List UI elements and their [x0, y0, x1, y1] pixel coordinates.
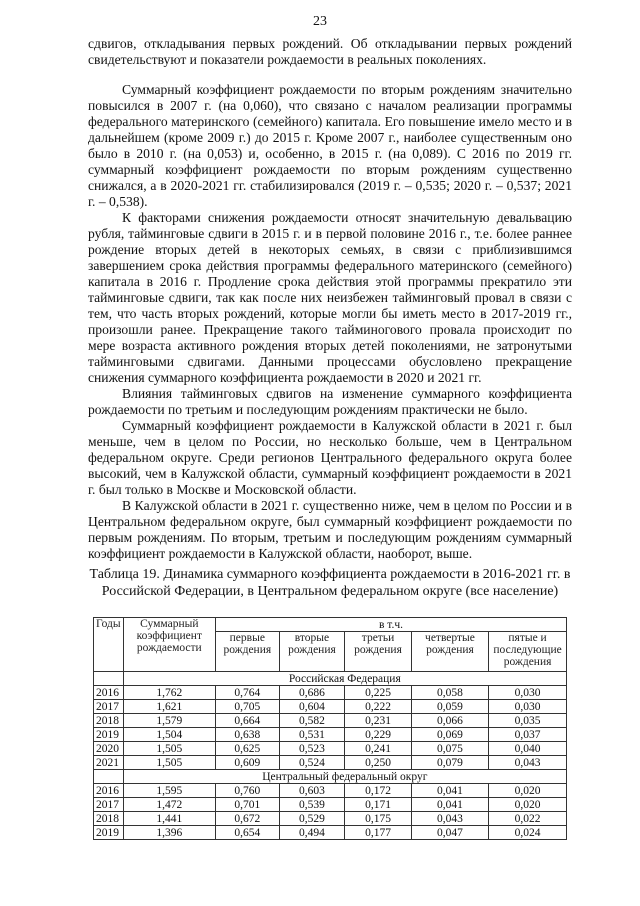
- paragraph: Суммарный коэффициент рождаемости по вторым рождениям значительно повысился в 2007 г. (на 0,060), что связано с началом реализации программы федерального материнского (семейного) капитала. Его повышение имело место и в дальнейшем (кроме 2009 г.) до 2015 г. Кроме 2007 г., наиболее существенным оно было в 2010 г. (на 0,053) и, особенно, в 2015 г. (на 0,089). С 2016 по 2019 гг. суммарный коэффициент рождаемости по вторым рождениям существенно снижался, а в 2020-2021 гг. стабилизировался (2019 г. – 0,535; 2020 г. – 0,537; 2021 г. – 0,538).: [88, 82, 572, 209]
- value-cell: 0,043: [489, 756, 567, 770]
- header-years: Годы: [94, 618, 124, 672]
- value-cell: 0,609: [215, 756, 279, 770]
- section-spacer: [94, 770, 124, 784]
- value-cell: 0,531: [279, 728, 345, 742]
- value-cell: 0,603: [279, 784, 345, 798]
- value-cell: 0,654: [215, 826, 279, 840]
- value-cell: 0,035: [489, 714, 567, 728]
- value-cell: 0,172: [345, 784, 412, 798]
- value-cell: 0,625: [215, 742, 279, 756]
- header-first: первые рождения: [215, 632, 279, 672]
- header-third: третьи рождения: [345, 632, 412, 672]
- table-row: [94, 826, 567, 840]
- value-cell: 0,760: [215, 784, 279, 798]
- fertility-table: [93, 617, 567, 840]
- paragraph: В Калужской области в 2021 г. существенно ниже, чем в целом по России и в Центральном федеральном округе, был суммарный коэффициент рождаемости по первым рождениям. По вторым, третьим и последующим рождениям суммарный коэффициент рождаемости в Калужской области, наоборот, выше.: [88, 498, 572, 561]
- table-row: [94, 714, 567, 728]
- value-cell: 0,079: [411, 756, 488, 770]
- value-cell: 0,529: [279, 812, 345, 826]
- value-cell: 0,037: [489, 728, 567, 742]
- table-row: [94, 700, 567, 714]
- paragraph: сдвигов, откладывания первых рождений. Об откладывании первых рождений свидетельствуют и показатели рождаемости в реальных поколениях.: [88, 36, 572, 67]
- value-cell: 1,762: [123, 686, 215, 700]
- value-cell: 1,396: [123, 826, 215, 840]
- value-cell: 1,505: [123, 756, 215, 770]
- value-cell: 0,059: [411, 700, 488, 714]
- paragraph: Влияния тайминговых сдвигов на изменение суммарного коэффициента рождаемости по третьим и последующим рождениям практически не было.: [88, 386, 572, 417]
- value-cell: 1,579: [123, 714, 215, 728]
- value-cell: 0,020: [489, 784, 567, 798]
- table-row: [94, 812, 567, 826]
- value-cell: 0,638: [215, 728, 279, 742]
- value-cell: 0,539: [279, 798, 345, 812]
- value-cell: 1,621: [123, 700, 215, 714]
- value-cell: 0,043: [411, 812, 488, 826]
- value-cell: 0,241: [345, 742, 412, 756]
- value-cell: 0,024: [489, 826, 567, 840]
- year-cell: 2021: [94, 756, 124, 770]
- header-second: вторые рождения: [279, 632, 345, 672]
- section-row: [94, 672, 567, 686]
- body-text: [88, 36, 572, 562]
- value-cell: 0,047: [411, 826, 488, 840]
- value-cell: 1,472: [123, 798, 215, 812]
- value-cell: 0,523: [279, 742, 345, 756]
- section-title: Центральный федеральный округ: [123, 770, 566, 784]
- value-cell: 0,022: [489, 812, 567, 826]
- value-cell: 0,229: [345, 728, 412, 742]
- value-cell: 0,705: [215, 700, 279, 714]
- year-cell: 2016: [94, 686, 124, 700]
- value-cell: 1,441: [123, 812, 215, 826]
- value-cell: 0,177: [345, 826, 412, 840]
- year-cell: 2019: [94, 826, 124, 840]
- value-cell: 0,764: [215, 686, 279, 700]
- year-cell: 2018: [94, 714, 124, 728]
- value-cell: 0,041: [411, 798, 488, 812]
- header-including: в т.ч.: [215, 618, 566, 632]
- year-cell: 2017: [94, 798, 124, 812]
- year-cell: 2018: [94, 812, 124, 826]
- table-row: [94, 798, 567, 812]
- value-cell: 0,041: [411, 784, 488, 798]
- table-row: [94, 756, 567, 770]
- value-cell: 0,524: [279, 756, 345, 770]
- table-row: [94, 686, 567, 700]
- table-row: [94, 728, 567, 742]
- section-row: [94, 770, 567, 784]
- value-cell: 0,040: [489, 742, 567, 756]
- value-cell: 0,058: [411, 686, 488, 700]
- year-cell: 2016: [94, 784, 124, 798]
- value-cell: 0,075: [411, 742, 488, 756]
- value-cell: 0,020: [489, 798, 567, 812]
- value-cell: 0,222: [345, 700, 412, 714]
- value-cell: 0,069: [411, 728, 488, 742]
- value-cell: 0,231: [345, 714, 412, 728]
- value-cell: 0,030: [489, 686, 567, 700]
- section-spacer: [94, 672, 124, 686]
- header-fifth: пятые и последующие рождения: [489, 632, 567, 672]
- value-cell: 0,030: [489, 700, 567, 714]
- value-cell: 0,604: [279, 700, 345, 714]
- value-cell: 0,494: [279, 826, 345, 840]
- value-cell: 0,171: [345, 798, 412, 812]
- header-total: Суммарный коэффициент рождаемости: [123, 618, 215, 672]
- value-cell: 1,504: [123, 728, 215, 742]
- value-cell: 0,066: [411, 714, 488, 728]
- table-caption: Таблица 19. Динамика суммарного коэффициента рождаемости в 2016-2021 гг. в Российской Федерации, в Центральном федеральном округе (все население): [89, 567, 571, 599]
- value-cell: 0,175: [345, 812, 412, 826]
- value-cell: 0,582: [279, 714, 345, 728]
- table-row: [94, 742, 567, 756]
- value-cell: 0,686: [279, 686, 345, 700]
- header-fourth: четвертые рождения: [411, 632, 488, 672]
- table-row: [94, 784, 567, 798]
- value-cell: 0,664: [215, 714, 279, 728]
- year-cell: 2019: [94, 728, 124, 742]
- paragraph: К факторами снижения рождаемости относят значительную девальвацию рубля, тайминговые сдвиги в 2015 г. и в первой половине 2016 г., т.е. более раннее рождение вторых детей в некоторых семьях, в связи с приблизившимся завершением срока действия программы федерального материнского (семейного) капитала в 2016 г. Продление срока действия этой программы прекратило эти тайминговые сдвиги, так как после них неизбежен тайминговый провал в связи с тем, что часть вторых рождений, которые могли бы иметь место в 2017-2019 гг., произошли ранее. Прекращение такого тайминогового провала происходит по мере возраста активного рождения вторых детей поколениями, не затронутыми тайминговыми сдвигами. Данными процессами обусловлено прекращение снижения суммарного коэффициента рождаемости в 2020 и 2021 гг.: [88, 210, 572, 385]
- page-number: 23: [313, 14, 327, 29]
- year-cell: 2020: [94, 742, 124, 756]
- value-cell: 0,250: [345, 756, 412, 770]
- value-cell: 0,701: [215, 798, 279, 812]
- section-title: Российская Федерация: [123, 672, 566, 686]
- value-cell: 0,225: [345, 686, 412, 700]
- paragraph: Суммарный коэффициент рождаемости в Калужской области в 2021 г. был меньше, чем в целом по России, но несколько больше, чем в Центральном федеральном округе. Среди регионов Центрального федерального округа более высокий, чем в Калужской области, суммарный коэффициент рождаемости в 2021 г. был только в Москве и Московской области.: [88, 418, 572, 497]
- value-cell: 0,672: [215, 812, 279, 826]
- value-cell: 1,505: [123, 742, 215, 756]
- year-cell: 2017: [94, 700, 124, 714]
- value-cell: 1,595: [123, 784, 215, 798]
